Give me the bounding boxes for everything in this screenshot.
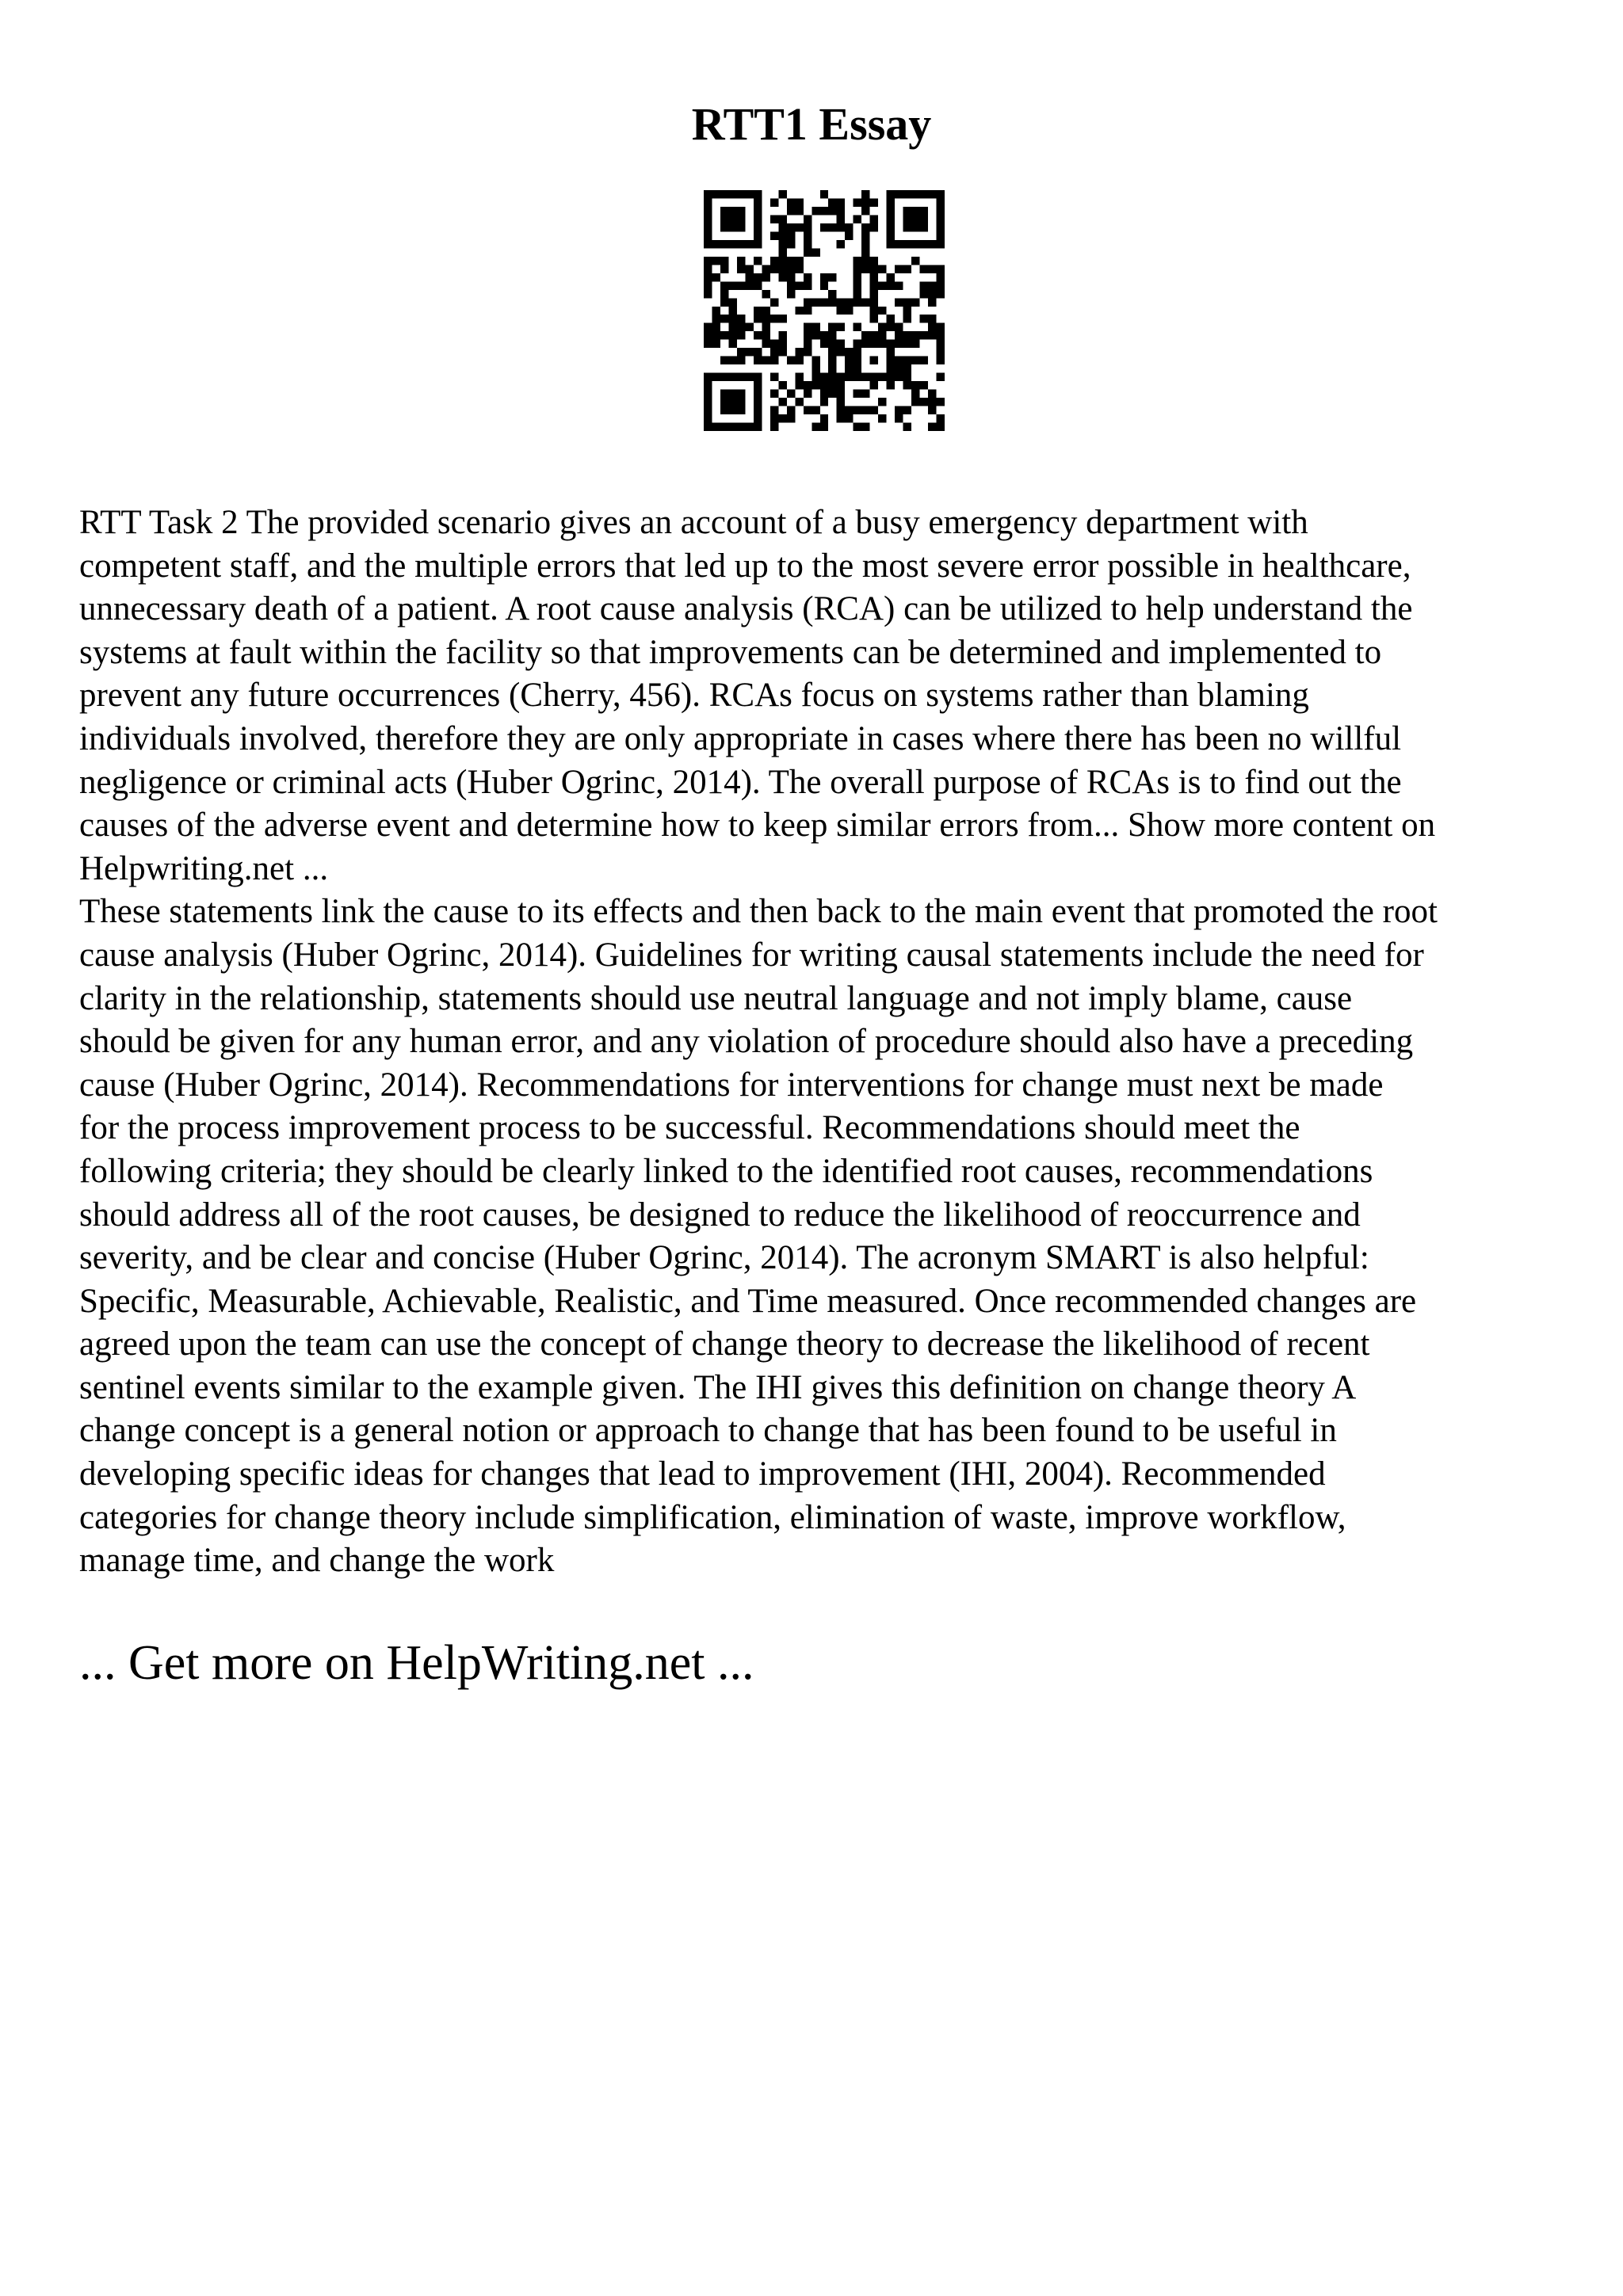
text-line: change concept is a general notion or approach to change that has been found to be useful in bbox=[79, 1412, 1337, 1450]
text-line: unnecessary death of a patient. A root cause analysis (RCA) can be utilized to help understand the bbox=[79, 590, 1413, 628]
text-line: should be given for any human error, and any violation of procedure should also have a preceding bbox=[79, 1023, 1414, 1061]
text-line: prevent any future occurrences (Cherry, 456). RCAs focus on systems rather than blaming bbox=[79, 677, 1309, 715]
text-line: developing specific ideas for changes that lead to improvement (IHI, 2004). Recommended bbox=[79, 1455, 1326, 1493]
text-line: Helpwriting.net ... bbox=[79, 849, 329, 887]
paragraph-1 bbox=[79, 502, 1569, 891]
text-line: cause analysis (Huber Ogrinc, 2014). Guidelines for writing causal statements include the need for bbox=[79, 936, 1424, 974]
text-line: negligence or criminal acts (Huber Ogrinc, 2014). The overall purpose of RCAs is to find out the bbox=[79, 763, 1402, 801]
text-line: clarity in the relationship, statements should use neutral language and not imply blame, cause bbox=[79, 979, 1353, 1017]
text-line: categories for change theory include simplification, elimination of waste, improve workflow, bbox=[79, 1498, 1346, 1536]
text-line: manage time, and change the work bbox=[79, 1542, 555, 1580]
paragraph-2 bbox=[79, 891, 1569, 1583]
text-line: These statements link the cause to its effects and then back to the main event that promoted the root bbox=[79, 893, 1438, 931]
text-line: cause (Huber Ogrinc, 2014). Recommendations for interventions for change must next be made bbox=[79, 1066, 1384, 1104]
text-line: systems at fault within the facility so that improvements can be determined and implemented to bbox=[79, 633, 1382, 671]
get-more-link[interactable]: ... Get more on HelpWriting.net ... bbox=[79, 1636, 754, 1690]
text-line: Specific, Measurable, Achievable, Realistic, and Time measured. Once recommended changes are bbox=[79, 1282, 1417, 1320]
text-line: individuals involved, therefore they are only appropriate in cases where there has been no willful bbox=[79, 719, 1402, 757]
text-line: severity, and be clear and concise (Huber Ogrinc, 2014). The acronym SMART is also helpful: bbox=[79, 1239, 1369, 1277]
document-title: RTT1 Essay bbox=[691, 98, 932, 150]
text-line: should address all of the root causes, be designed to reduce the likelihood of reoccurrence and bbox=[79, 1196, 1361, 1234]
qr-code-icon[interactable] bbox=[704, 190, 945, 431]
text-line: for the process improvement process to be successful. Recommendations should meet the bbox=[79, 1109, 1300, 1147]
text-line: sentinel events similar to the example given. The IHI gives this definition on change theory A bbox=[79, 1368, 1357, 1406]
text-line: agreed upon the team can use the concept of change theory to decrease the likelihood of recent bbox=[79, 1325, 1370, 1363]
text-line: following criteria; they should be clearly linked to the identified root causes, recommendations bbox=[79, 1152, 1373, 1190]
text-line: RTT Task 2 The provided scenario gives an account of a busy emergency department with bbox=[79, 504, 1308, 541]
text-line: competent staff, and the multiple errors that led up to the most severe error possible in healthcare, bbox=[79, 547, 1411, 585]
essay-body bbox=[79, 502, 1569, 1583]
text-line: causes of the adverse event and determine how to keep similar errors from... Show more content on bbox=[79, 807, 1436, 845]
